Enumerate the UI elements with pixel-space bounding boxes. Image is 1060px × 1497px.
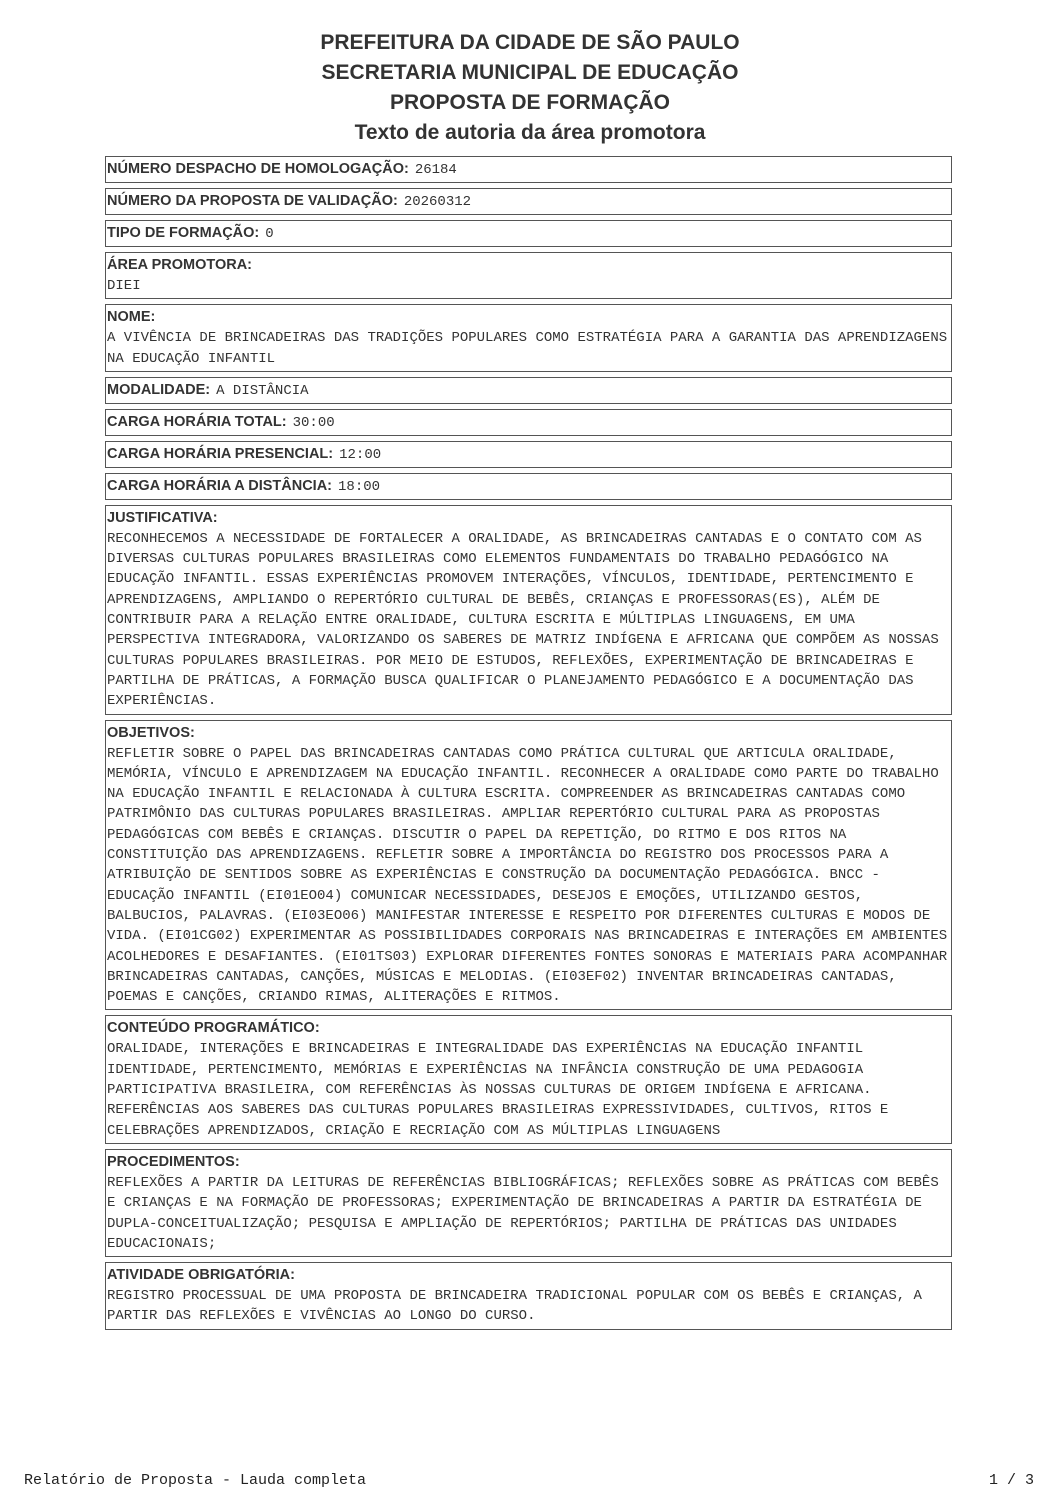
field-proposta bbox=[105, 188, 952, 215]
field-label: CONTEÚDO PROGRAMÁTICO: bbox=[107, 1020, 320, 1037]
field-carga-distancia bbox=[105, 473, 952, 500]
field-modalidade bbox=[105, 377, 952, 404]
field-label: NÚMERO DA PROPOSTA DE VALIDAÇÃO: bbox=[107, 193, 398, 209]
field-value: REFLEXÕES A PARTIR DA LEITURAS DE REFERÊNCIAS BIBLIOGRÁFICAS; REFLEXÕES SOBRE AS PRÁTICAS COM BEBÊS E CRIANÇAS E NA FORMAÇÃO DE PROFESSORAS; EXPERIMENTAÇÃO DE BRINCADEIRAS A PARTIR DA ESTRATÉGIA DE DUPLA-CONCEITUALIZAÇÃO; PESQUISA E AMPLIAÇÃO DE REPERTÓRIOS; PARTILHA DE PRÁTICAS DAS UNIDADES EDUCACIONAIS; bbox=[107, 1174, 939, 1252]
field-objetivos bbox=[105, 720, 952, 1011]
header-subtitle: Texto de autoria da área promotora bbox=[354, 121, 706, 144]
field-area bbox=[105, 252, 952, 299]
field-label: MODALIDADE: bbox=[107, 381, 211, 398]
page-number: 1 / 3 bbox=[988, 1472, 1034, 1489]
field-nome bbox=[105, 304, 952, 372]
field-value: REFLETIR SOBRE O PAPEL DAS BRINCADEIRAS CANTADAS COMO PRÁTICA CULTURAL QUE ARTICULA ORALIDADE, MEMÓRIA, VÍNCULO E APRENDIZAGEM NA EDUCAÇÃO INFANTIL. RECONHECER A ORALIDADE COMO PARTE DO TRABALHO NA EDUCAÇÃO INFANTIL E RELACIONADA À CULTURA ESCRITA. COMPREENDER AS BRINCADEIRAS CANTADAS COMO PATRIMÔNIO DAS CULTURAS POPULARES BRASILEIRAS. AMPLIAR REPERTÓRIO CULTURAL PARA AS PROPOSTAS PEDAGÓGICAS COM BEBÊS E CRIANÇAS. DISCUTIR O PAPEL DA REPETIÇÃO, DO RITMO E DOS RITOS NA CONSTITUIÇÃO DAS APRENDIZAGENS. REFLETIR SOBRE A IMPORTÂNCIA DO REGISTRO DOS PROCESSOS PARA A ATRIBUIÇÃO DE SENTIDOS SOBRE AS EXPERIÊNCIAS E CONSTRUÇÃO DA DOCUMENTAÇÃO PEDAGÓGICA. BNCC - EDUCAÇÃO INFANTIL (EI01EO04) COMUNICAR NECESSIDADES, DESEJOS E EMOÇÕES, UTILIZANDO GESTOS, BALBUCIOS, PALAVRAS. (EI03EO06) MANIFESTAR INTERESSE E RESPEITO POR DIFERENTES CULTURAS E MODOS DE VIDA. (EI01CG02) EXPERIMENTAR AS POSSIBILIDADES CORPORAIS NAS BRINCADEIRAS E INTERAÇÕES EM AMBIENTES ACOLHEDORES E DESAFIANTES. (EI01TS03) EXPLORAR DIFERENTES FONTES SONORAS E MATERIAIS PARA ACOMPANHAR BRINCADEIRAS CANTADAS, CANÇÕES, MÚSICAS E MELODIAS. (EI03EF02) INVENTAR BRINCADEIRAS CANTADAS, POEMAS E CANÇÕES, CRIANDO RIMAS, ALITERAÇÕES E RITMOS. bbox=[107, 745, 948, 1006]
field-label: ÁREA PROMOTORA: bbox=[107, 257, 252, 273]
field-value: 20260312 bbox=[403, 194, 472, 210]
field-value: 30:00 bbox=[292, 414, 335, 431]
document-header bbox=[0, 28, 1060, 148]
field-label: NOME: bbox=[107, 309, 156, 326]
field-label: JUSTIFICATIVA: bbox=[107, 509, 218, 526]
field-value: REGISTRO PROCESSUAL DE UMA PROPOSTA DE BRINCADEIRA TRADICIONAL POPULAR COM OS BEBÊS E CRIANÇAS, A PARTIR DAS REFLEXÕES E VIVÊNCIAS AO LONGO DO CURSO. bbox=[107, 1288, 922, 1325]
field-value: 12:00 bbox=[339, 446, 382, 463]
field-label: CARGA HORÁRIA PRESENCIAL: bbox=[107, 445, 334, 462]
field-label: OBJETIVOS: bbox=[107, 724, 195, 741]
field-value: 18:00 bbox=[338, 478, 381, 495]
field-label: NÚMERO DESPACHO DE HOMOLOGAÇÃO: bbox=[107, 161, 409, 177]
field-atividade bbox=[105, 1262, 952, 1330]
field-conteudo bbox=[105, 1015, 952, 1143]
field-tipo bbox=[105, 220, 952, 247]
field-label: CARGA HORÁRIA TOTAL: bbox=[107, 413, 287, 430]
form-fields bbox=[105, 156, 952, 1335]
field-carga-presencial bbox=[105, 441, 952, 468]
field-label: PROCEDIMENTOS: bbox=[107, 1153, 240, 1170]
field-value: A VIVÊNCIA DE BRINCADEIRAS DAS TRADIÇÕES POPULARES COMO ESTRATÉGIA PARA A GARANTIA DAS APRENDIZAGENS NA EDUCAÇÃO INFANTIL bbox=[107, 330, 948, 367]
field-label: TIPO DE FORMAÇÃO: bbox=[107, 225, 260, 241]
field-value: 26184 bbox=[414, 162, 457, 178]
field-procedimentos bbox=[105, 1149, 952, 1257]
field-label: CARGA HORÁRIA A DISTÂNCIA: bbox=[107, 477, 333, 494]
field-label: ATIVIDADE OBRIGATÓRIA: bbox=[107, 1267, 295, 1284]
field-value: DIEI bbox=[107, 278, 141, 294]
header-secretaria: SECRETARIA MUNICIPAL DE EDUCAÇÃO bbox=[321, 61, 739, 84]
field-despacho bbox=[105, 156, 952, 183]
field-justificativa bbox=[105, 505, 952, 715]
field-value: ORALIDADE, INTERAÇÕES E BRINCADEIRAS E INTEGRALIDADE DAS EXPERIÊNCIAS NA EDUCAÇÃO INFANTIL IDENTIDADE, PERTENCIMENTO, MEMÓRIAS E EXPERIÊNCIAS NA INFÂNCIA CONSTRUÇÃO DE UMA PEDAGOGIA PARTICIPATIVA BRASILEIRA, COM REFERÊNCIAS ÀS NOSSAS CULTURAS DE ORIGEM INDÍGENA E AFRICANA. REFERÊNCIAS AOS SABERES DAS CULTURAS POPULARES BRASILEIRAS EXPRESSIVIDADES, CULTIVOS, RITOS E CELEBRAÇÕES APRENDIZADOS, CRIAÇÃO E RECRIAÇÃO COM AS MÚLTIPLAS LINGUAGENS bbox=[107, 1041, 889, 1139]
field-value: 0 bbox=[265, 226, 274, 242]
field-carga-total bbox=[105, 409, 952, 436]
field-value: RECONHECEMOS A NECESSIDADE DE FORTALECER A ORALIDADE, AS BRINCADEIRAS CANTADAS E O CONTATO COM AS DIVERSAS CULTURAS POPULARES BRASILEIRAS COMO ELEMENTOS FUNDAMENTAIS DO TRABALHO PEDAGÓGICO NA EDUCAÇÃO INFANTIL. ESSAS EXPERIÊNCIAS PROMOVEM INTERAÇÕES, VÍNCULOS, IDENTIDADE, PERTENCIMENTO E APRENDIZAGENS, AMPLIANDO O REPERTÓRIO CULTURAL DE BEBÊS, CRIANÇAS E PROFESSORAS(ES), ALÉM DE CONTRIBUIR PARA A RELAÇÃO ENTRE ORALIDADE, CULTURA ESCRITA E MÚLTIPLAS LINGUAGENS, EM UMA PERSPECTIVA INTEGRADORA, VALORIZANDO OS SABERES DE MATRIZ INDÍGENA E AFRICANA QUE COMPÕEM AS NOSSAS CULTURAS POPULARES BRASILEIRAS. POR MEIO DE ESTUDOS, REFLEXÕES, EXPERIMENTAÇÃO DE BRINCADEIRAS E PARTILHA DE PRÁTICAS, A FORMAÇÃO BUSCA QUALIFICAR O PLANEJAMENTO PEDAGÓGICO E A DOCUMENTAÇÃO DAS EXPERIÊNCIAS. bbox=[107, 530, 939, 710]
header-prefeitura: PREFEITURA DA CIDADE DE SÃO PAULO bbox=[320, 31, 740, 54]
header-proposta: PROPOSTA DE FORMAÇÃO bbox=[389, 91, 670, 114]
field-value: A DISTÂNCIA bbox=[216, 382, 309, 399]
footer-report-title: Relatório de Proposta - Lauda completa bbox=[24, 1472, 367, 1489]
